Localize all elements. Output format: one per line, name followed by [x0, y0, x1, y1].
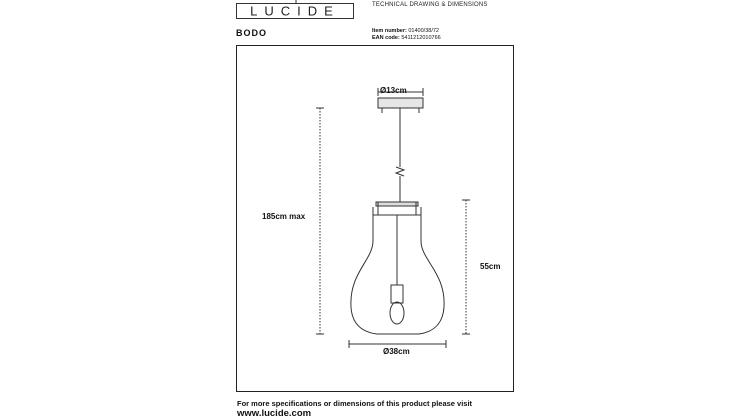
max-height-label: 185cm max [262, 212, 306, 221]
ean-value: 5411212010766 [401, 35, 441, 41]
canopy-diameter-label: Ø13cm [380, 86, 407, 95]
lucide-logo [236, 0, 354, 20]
footer-note: For more specifications or dimensions of this product please visit [237, 399, 473, 408]
document-subtitle: TECHNICAL DRAWING & DIMENSIONS [372, 2, 488, 8]
item-number-value: 01400/38/72 [408, 28, 439, 34]
logo-text: LUCIDE [250, 3, 340, 19]
shade-right-side [419, 207, 444, 334]
shade-height-label: 55cm [480, 262, 501, 271]
footer-url[interactable]: www.lucide.com [237, 408, 312, 419]
item-number-label: Item number: [372, 28, 407, 34]
item-number-line [372, 28, 439, 34]
product-name: BODO [236, 28, 267, 38]
shade-top-band [376, 202, 418, 206]
shade-diameter-label: Ø38cm [383, 347, 410, 356]
canopy [378, 98, 423, 108]
cord-knot [396, 167, 404, 176]
bulb [390, 302, 404, 324]
ean-line [372, 35, 441, 41]
ean-label: EAN code: [372, 35, 400, 41]
shade-left-side [351, 207, 377, 334]
lamp-socket [391, 285, 403, 303]
